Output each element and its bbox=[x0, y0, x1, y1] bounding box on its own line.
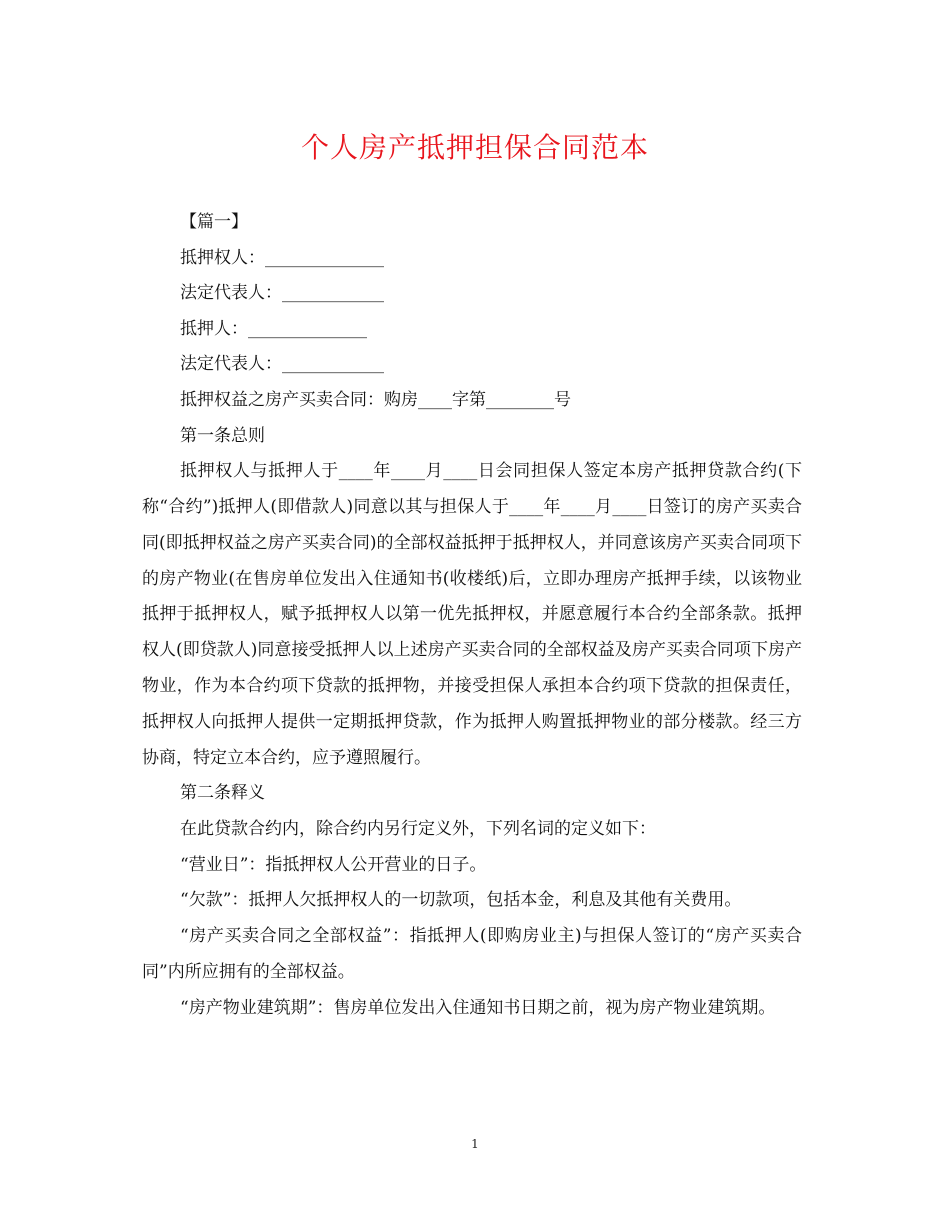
article2-heading: 第二条释义 bbox=[180, 783, 265, 804]
definition-contract-rights: “房产买卖合同之全部权益”：指抵押人(即购房业主)与担保人签订的“房产买卖合同”内所应拥有的全部权益。 bbox=[142, 926, 802, 982]
field-mortgagee-legal-rep: 法定代表人：____________ bbox=[180, 283, 384, 304]
article2-intro: 在此贷款合约内，除合约内另行定义外，下列名词的定义如下： bbox=[180, 818, 656, 839]
document-title: 个人房产抵押担保合同范本 bbox=[300, 131, 649, 164]
field-purchase-contract: 抵押权益之房产买卖合同：购房____字第________号 bbox=[180, 389, 571, 410]
document-body bbox=[142, 205, 802, 1027]
article1-heading: 第一条总则 bbox=[180, 425, 265, 446]
article1-body: 抵押权人与抵押人于____年____月____日会同担保人签定本房产抵押贷款合约(下称“合约”)抵押人(即借款人)同意以其与担保人于____年____月____日签订的房产买卖合同(即抵押权益之房产买卖合同)的全部权益抵押于抵押权人，并同意该房产买卖合同项下的房产物业(在售房单位发出入住通知书(收楼纸)后，立即办理房产抵押手续，以该物业抵押于抵押权人，赋予抵押权人以第一优先抵押权，并愿意履行本合约全部条款。抵押权人(即贷款人)同意接受抵押人以上述房产买卖合同的全部权益及房产买卖合同项下房产物业，作为本合约项下贷款的抵押物，并接受担保人承担本合约项下贷款的担保责任，抵押权人向抵押人提供一定期抵押贷款，作为抵押人购置抵押物业的部分楼款。经三方协商，特定立本合约，应予遵照履行。 bbox=[142, 461, 802, 768]
definition-construction-period: “房产物业建筑期”：售房单位发出入住通知书日期之前，视为房产物业建筑期。 bbox=[180, 997, 776, 1018]
definition-debt: “欠款”：抵押人欠抵押权人的一切款项，包括本金，利息及其他有关费用。 bbox=[180, 890, 742, 911]
field-mortgagor: 抵押人：______________ bbox=[180, 318, 367, 339]
definition-business-day: “营业日”：指抵押权人公开营业的日子。 bbox=[180, 854, 487, 875]
section-marker: 【篇一】 bbox=[180, 212, 248, 232]
field-mortgagee: 抵押权人：______________ bbox=[180, 247, 384, 268]
page-number: 1 bbox=[471, 1137, 479, 1151]
field-mortgagor-legal-rep: 法定代表人：____________ bbox=[180, 354, 384, 375]
